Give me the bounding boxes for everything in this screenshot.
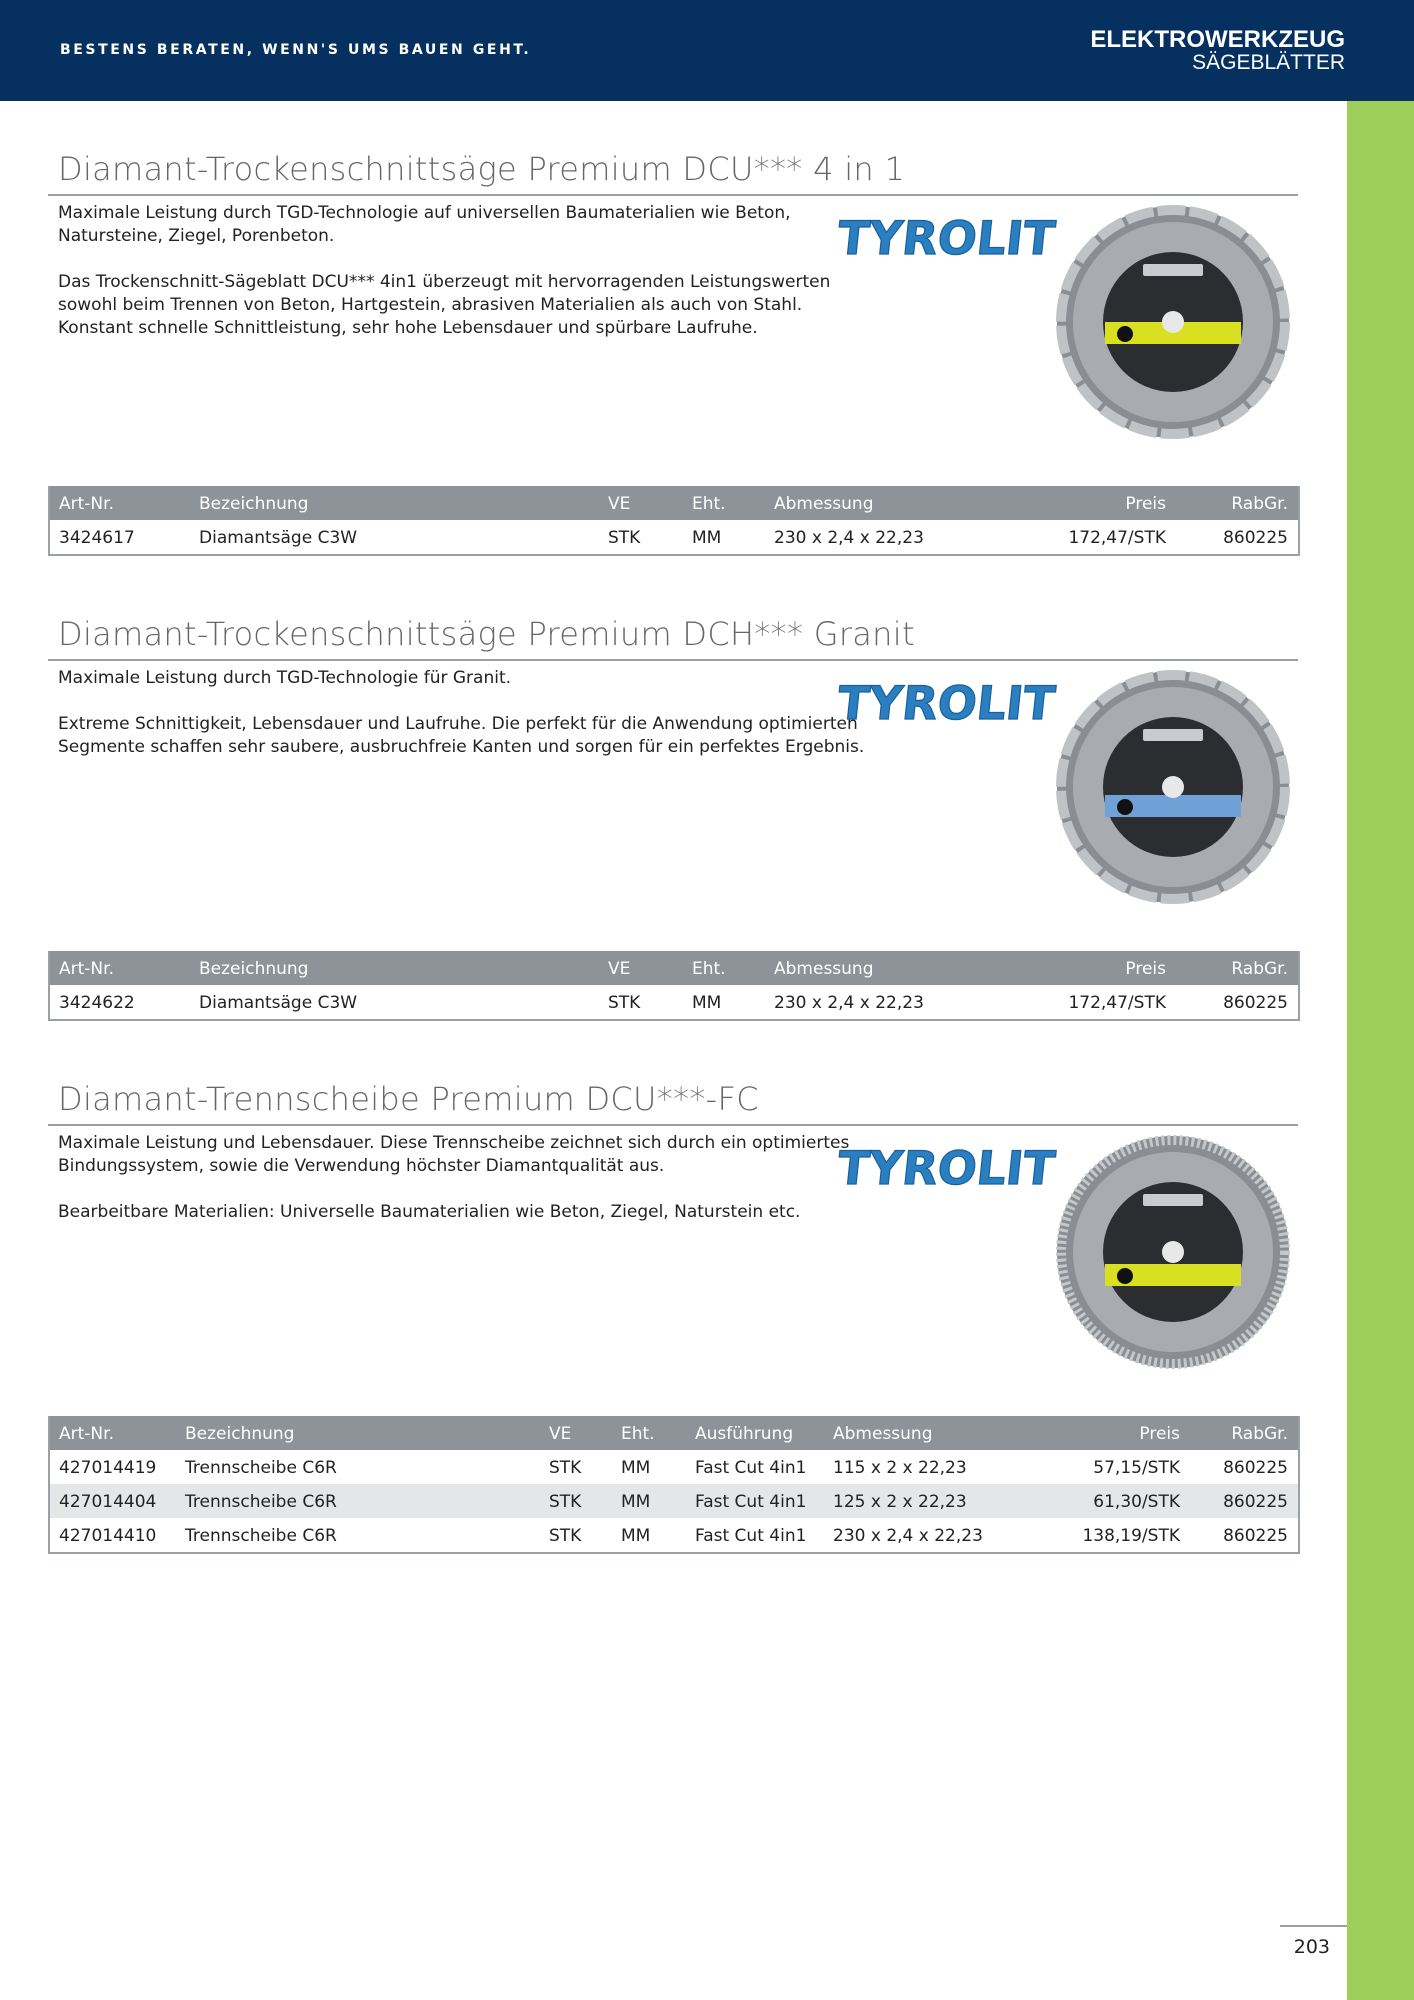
category-subtitle: SÄGEBLÄTTER bbox=[1192, 51, 1345, 74]
column-header: Bezeichnung bbox=[199, 494, 309, 514]
cell-discount-group: 860225 bbox=[1223, 528, 1288, 548]
cell-variant: Fast Cut 4in1 bbox=[695, 1526, 807, 1546]
table-row bbox=[50, 1484, 1298, 1518]
cell-unit: MM bbox=[692, 993, 722, 1013]
cell-unit: MM bbox=[621, 1492, 651, 1512]
column-header: Bezeichnung bbox=[185, 1424, 295, 1444]
diamond-blade-image bbox=[1053, 1132, 1293, 1372]
cell-description: Trennscheibe C6R bbox=[185, 1492, 337, 1512]
logo-text: TYROLIT bbox=[834, 1141, 1058, 1195]
cell-discount-group: 860225 bbox=[1223, 1526, 1288, 1546]
column-header: Eht. bbox=[692, 959, 726, 979]
cell-price: 61,30/STK bbox=[1093, 1492, 1180, 1512]
cell-dimension: 230 x 2,4 x 22,23 bbox=[774, 993, 924, 1013]
tyrolit-logo bbox=[834, 667, 1058, 737]
category-title: ELEKTROWERKZEUG bbox=[1090, 26, 1345, 53]
table-row bbox=[50, 520, 1298, 554]
column-header: Abmessung bbox=[833, 1424, 933, 1444]
product-description bbox=[58, 202, 873, 363]
table-row bbox=[50, 1518, 1298, 1552]
cell-discount-group: 860225 bbox=[1223, 1492, 1288, 1512]
cell-description: Trennscheibe C6R bbox=[185, 1526, 337, 1546]
column-header: VE bbox=[608, 494, 631, 514]
logo-text: TYROLIT bbox=[834, 676, 1058, 730]
cell-ve: STK bbox=[549, 1492, 582, 1512]
description-paragraph: Das Trockenschnitt-Sägeblatt DCU*** 4in1 überzeugt mit hervorragenden Leistungswerten sowohl beim Trennen von Beton, Hartgestein, abrasiven Materialien als auch von Stahl. Konstant schnelle Schnittleistung, sehr hohe Lebensdauer und spürbare Laufruhe. bbox=[58, 272, 831, 338]
cell-article-number: 3424622 bbox=[59, 993, 135, 1013]
description-paragraph: Maximale Leistung und Lebensdauer. Diese Trennscheibe zeichnet sich durch ein optimiertes Bindungssystem, sowie die Verwendung höchster Diamantqualität aus. bbox=[58, 1133, 850, 1176]
section-title: Diamant-Trockenschnittsäge Premium DCU*** 4 in 1 bbox=[58, 150, 906, 188]
header-slogan: BESTENS BERATEN, WENN'S UMS BAUEN GEHT. bbox=[60, 42, 532, 58]
cell-discount-group: 860225 bbox=[1223, 993, 1288, 1013]
section-title: Diamant-Trockenschnittsäge Premium DCH*** Granit bbox=[58, 615, 915, 653]
description-paragraph: Maximale Leistung durch TGD-Technologie für Granit. bbox=[58, 668, 512, 688]
article-table bbox=[48, 951, 1300, 1021]
tyrolit-logo bbox=[834, 1132, 1058, 1202]
cell-variant: Fast Cut 4in1 bbox=[695, 1458, 807, 1478]
cell-article-number: 427014410 bbox=[59, 1526, 157, 1546]
column-header: Abmessung bbox=[774, 494, 874, 514]
section-divider bbox=[48, 194, 1298, 196]
cell-description: Trennscheibe C6R bbox=[185, 1458, 337, 1478]
tyrolit-logo bbox=[834, 202, 1058, 272]
cell-variant: Fast Cut 4in1 bbox=[695, 1492, 807, 1512]
table-header-row bbox=[50, 486, 1298, 520]
cell-price: 172,47/STK bbox=[1068, 528, 1166, 548]
cell-discount-group: 860225 bbox=[1223, 1458, 1288, 1478]
product-description bbox=[58, 667, 873, 782]
cell-dimension: 230 x 2,4 x 22,23 bbox=[774, 528, 924, 548]
cell-article-number: 427014419 bbox=[59, 1458, 157, 1478]
cell-ve: STK bbox=[608, 528, 641, 548]
cell-dimension: 115 x 2 x 22,23 bbox=[833, 1458, 967, 1478]
table-row bbox=[50, 1450, 1298, 1484]
table-header-row bbox=[50, 951, 1298, 985]
description-paragraph: Maximale Leistung durch TGD-Technologie auf universellen Baumaterialien wie Beton, Natursteine, Ziegel, Porenbeton. bbox=[58, 203, 791, 246]
logo-text: TYROLIT bbox=[834, 211, 1058, 265]
article-table bbox=[48, 1416, 1300, 1554]
section-divider bbox=[48, 659, 1298, 661]
cell-article-number: 3424617 bbox=[59, 528, 135, 548]
cell-description: Diamantsäge C3W bbox=[199, 993, 358, 1013]
cell-ve: STK bbox=[608, 993, 641, 1013]
column-header: Art-Nr. bbox=[59, 1424, 114, 1444]
page-number-rule bbox=[1280, 1925, 1347, 1927]
column-header: RabGr. bbox=[1231, 494, 1288, 514]
column-header: RabGr. bbox=[1231, 1424, 1288, 1444]
cell-dimension: 125 x 2 x 22,23 bbox=[833, 1492, 967, 1512]
cell-price: 57,15/STK bbox=[1093, 1458, 1180, 1478]
diamond-blade-image bbox=[1053, 202, 1293, 442]
cell-unit: MM bbox=[692, 528, 722, 548]
table-header-row bbox=[50, 1416, 1298, 1450]
page-number: 203 bbox=[1293, 1936, 1330, 1958]
product-description bbox=[58, 1132, 873, 1247]
column-header: Abmessung bbox=[774, 959, 874, 979]
description-paragraph: Bearbeitbare Materialien: Universelle Baumaterialien wie Beton, Ziegel, Naturstein etc. bbox=[58, 1202, 801, 1222]
column-header: Art-Nr. bbox=[59, 494, 114, 514]
cell-dimension: 230 x 2,4 x 22,23 bbox=[833, 1526, 983, 1546]
diamond-blade-image bbox=[1053, 667, 1293, 907]
article-table bbox=[48, 486, 1300, 556]
cell-description: Diamantsäge C3W bbox=[199, 528, 358, 548]
cell-unit: MM bbox=[621, 1458, 651, 1478]
column-header: VE bbox=[549, 1424, 572, 1444]
page-header bbox=[0, 0, 1414, 101]
side-accent-bar bbox=[1347, 101, 1414, 2000]
cell-price: 138,19/STK bbox=[1082, 1526, 1180, 1546]
column-header: Preis bbox=[1139, 1424, 1180, 1444]
description-paragraph: Extreme Schnittigkeit, Lebensdauer und Laufruhe. Die perfekt für die Anwendung optimierten Segmente schaffen sehr saubere, ausbruchfreie Kanten und sorgen für ein perfektes Ergebnis. bbox=[58, 714, 865, 757]
column-header: Eht. bbox=[621, 1424, 655, 1444]
cell-article-number: 427014404 bbox=[59, 1492, 157, 1512]
section-title: Diamant-Trennscheibe Premium DCU***-FC bbox=[58, 1080, 759, 1118]
cell-price: 172,47/STK bbox=[1068, 993, 1166, 1013]
column-header: RabGr. bbox=[1231, 959, 1288, 979]
table-row bbox=[50, 985, 1298, 1019]
cell-ve: STK bbox=[549, 1458, 582, 1478]
column-header: Art-Nr. bbox=[59, 959, 114, 979]
column-header: Preis bbox=[1125, 494, 1166, 514]
column-header: VE bbox=[608, 959, 631, 979]
cell-unit: MM bbox=[621, 1526, 651, 1546]
column-header: Bezeichnung bbox=[199, 959, 309, 979]
section-divider bbox=[48, 1124, 1298, 1126]
cell-ve: STK bbox=[549, 1526, 582, 1546]
column-header: Eht. bbox=[692, 494, 726, 514]
column-header: Ausführung bbox=[695, 1424, 794, 1444]
column-header: Preis bbox=[1125, 959, 1166, 979]
